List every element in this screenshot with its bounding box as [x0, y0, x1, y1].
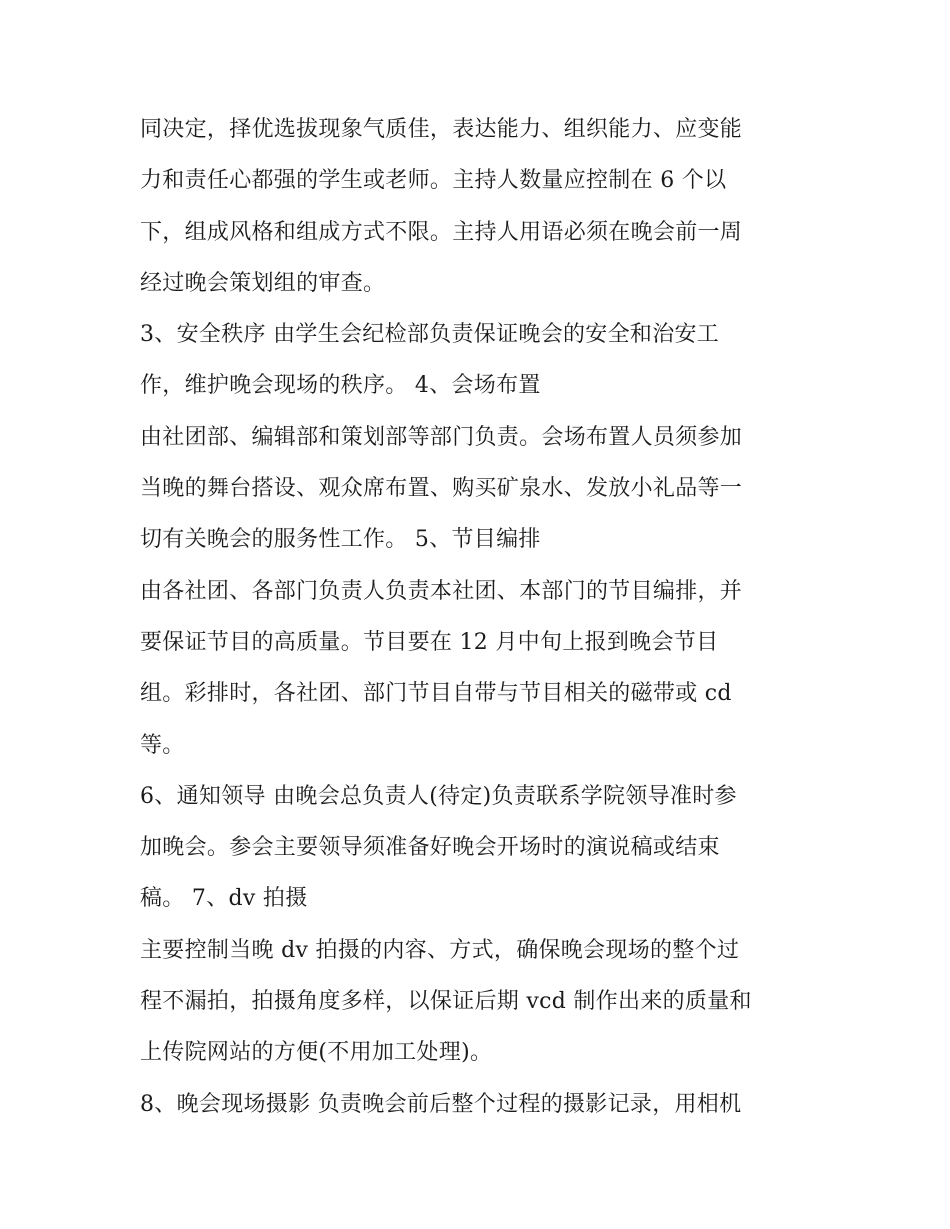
text-line: 由各社团、各部门负责人负责本社团、本部门的节目编排，并 — [140, 578, 743, 604]
text-line: 上传院网站的方便(不用加工处理)。 — [140, 1040, 493, 1066]
section-6-line: 6、通知领导 由晚会总负责人(待定)负责联系学院领导准时参 — [140, 783, 737, 809]
text-line: 加晚会。参会主要领导须准备好晚会开场时的演说稿或结束 — [140, 835, 720, 861]
text-line: 下，组成风格和组成方式不限。主持人用语必须在晚会前一周 — [140, 219, 743, 245]
text-line: 程不漏拍，拍摄角度多样，以保证后期 vcd 制作出来的质量和 — [140, 989, 752, 1015]
text-line: 同决定，择优选拔现象气质佳，表达能力、组织能力、应变能 — [140, 117, 743, 142]
text-line: 经过晚会策划组的审查。 — [140, 270, 386, 296]
section-8-line: 8、晚会现场摄影 负责晚会前后整个过程的摄影记录，用相机 — [140, 1091, 742, 1117]
section-3-line: 3、安全秩序 由学生会纪检部负责保证晚会的安全和治安工 — [140, 322, 720, 348]
text-line: 切有关晚会的服务性工作。 5、节目编排 — [140, 527, 541, 553]
text-line: 组。彩排时，各社团、部门节目自带与节目相关的磁带或 cd — [140, 681, 732, 707]
text-line: 等。 — [140, 732, 185, 758]
text-line: 力和责任心都强的学生或老师。主持人数量应控制在 6 个以 — [140, 168, 727, 194]
text-line: 由社团部、编辑部和策划部等部门负责。会场布置人员须参加 — [140, 424, 743, 450]
text-line: 作，维护晚会现场的秩序。 4、会场布置 — [140, 373, 541, 399]
text-line: 主要控制当晚 dv 拍摄的内容、方式，确保晚会现场的整个过 — [140, 937, 740, 963]
text-line: 要保证节目的高质量。节目要在 12 月中旬上报到晚会节目 — [140, 629, 719, 655]
text-line: 当晚的舞台搭设、观众席布置、购买矿泉水、发放小礼品等一 — [140, 476, 743, 502]
text-line: 稿。 7、dv 拍摄 — [140, 886, 308, 912]
body-text — [140, 104, 840, 1130]
